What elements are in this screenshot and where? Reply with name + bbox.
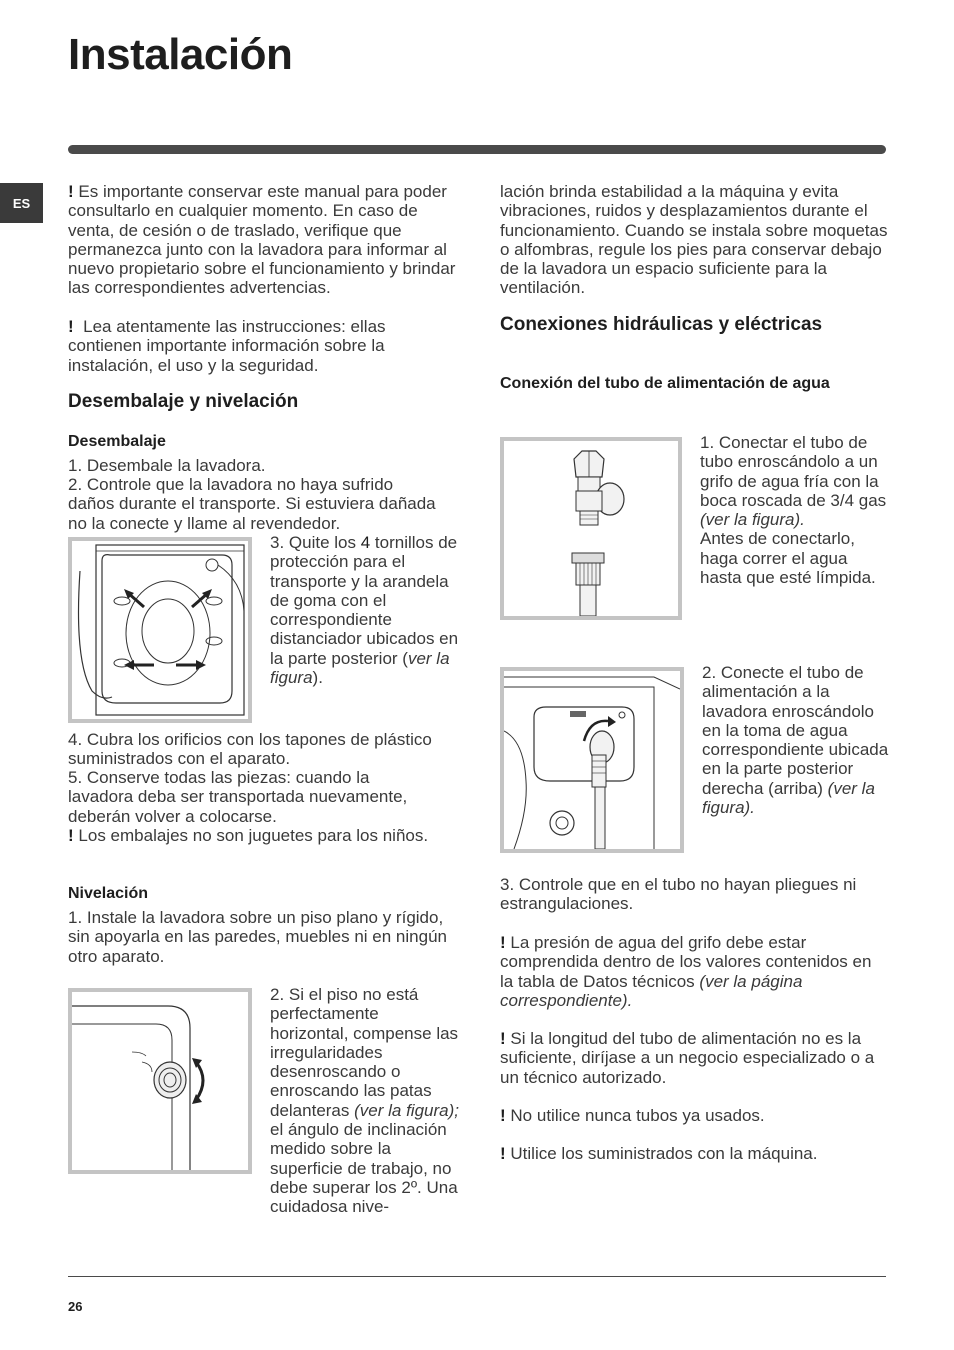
screw-count: 4 xyxy=(360,533,371,552)
connection-step-2-text: 2. Conecte el tubo de alimentación a la lavadora enroscándolo en la toma de agua correspondiente ubicada en la parte posterior derecha (arriba) xyxy=(702,663,889,798)
unpack-step-2: 2. Controle que la lavadora no haya sufrido daños durante el transporte. Si estuviera dañada no la conecte y llame al revendedor. xyxy=(68,475,436,533)
warning-mark: ! xyxy=(500,933,506,952)
step3-text-b: tornillos de protección para el transporte y la arandela de goma con el correspondiente distanciador ubicados en la parte posterior ( xyxy=(270,533,459,668)
supplied-hose-note xyxy=(500,1144,888,1163)
leveling-foot-illustration xyxy=(72,992,248,1170)
warning-mark: ! xyxy=(68,317,74,336)
leveling-step-1: 1. Instale la lavadora sobre un piso plano y rígido, sin apoyarla en las paredes, muebles ni en ningún otro aparato. xyxy=(68,908,447,966)
step3-text-a: 3. Quite los xyxy=(270,533,361,552)
pressure-warning-text: La presión de agua del grifo debe estar comprendida dentro de los valores contenidos en la tabla de Datos técnicos xyxy=(500,933,872,991)
figure-inlet-connection xyxy=(500,667,684,853)
section-heading-connections: Conexiones hidráulicas y eléctricas xyxy=(500,314,823,335)
hose-length-warning xyxy=(500,1029,888,1087)
subheading-leveling: Nivelación xyxy=(68,885,149,902)
intro-paragraph-1 xyxy=(68,182,458,298)
leveling-text-b-start: el ángulo de inclinación medido sobre la superficie de trabajo, no debe superar los 2º. Una cuidadosa nive- xyxy=(270,1120,458,1217)
supplied-hose-note-text: Utilice los suministrados con la máquina. xyxy=(510,1144,818,1163)
subheading-unpack: Desembalaje xyxy=(68,433,166,450)
hose-length-warning-text: Si la longitud del tubo de alimentación no es la suficiente, diríjase a un negocio especializado o a un técnico autorizado. xyxy=(500,1029,875,1087)
used-hose-warning xyxy=(500,1106,888,1125)
connection-step-1 xyxy=(700,433,890,587)
intro-paragraph-2 xyxy=(68,317,458,375)
pressure-warning xyxy=(500,933,888,1010)
unpack-step-5: 5. Conserve todas las piezas: cuando la lavadora deba ser transportada nuevamente, deberán volver a colocarse. xyxy=(68,768,408,826)
connection-step-3: 3. Controle que en el tubo no hayan pliegues ni estrangulaciones. xyxy=(500,875,857,914)
leveling-text-a: 2. Si el piso no está perfectamente horizontal, compense las irregularidades desenroscando o enroscando las patas delanteras xyxy=(270,985,459,1120)
leveling-step-2-part1 xyxy=(270,985,460,1217)
warning-mark: ! xyxy=(500,1029,506,1048)
page-title: Instalación xyxy=(68,30,293,79)
unpack-step-4: 4. Cubra los orificios con los tapones de plástico suministrados con el aparato. xyxy=(68,730,432,769)
figure-reference: (ver la figura). xyxy=(702,778,875,818)
bottom-divider xyxy=(68,1276,886,1277)
page-number: 26 xyxy=(68,1299,83,1314)
used-hose-warning-text: No utilice nunca tubos ya usados. xyxy=(510,1106,765,1125)
warning-mark: ! xyxy=(68,182,74,201)
tap-hose-illustration xyxy=(504,441,678,616)
packaging-warning-text: Los embalajes no son juguetes para los niños. xyxy=(78,826,429,845)
warning-mark: ! xyxy=(500,1106,506,1125)
figure-reference: ver la figura xyxy=(270,648,450,688)
packaging-warning xyxy=(68,826,438,845)
top-divider xyxy=(68,145,886,154)
connection-step-1-note: Antes de conectarlo, haga correr el agua hasta que esté límpida. xyxy=(700,529,876,588)
inlet-hose-illustration xyxy=(504,671,680,849)
intro-text-1: Es importante conservar este manual para poder consultarlo en cualquier momento. En caso de venta, de cesión o de traslado, verifique que permanezca junto con la lavadora para informar al nuevo propietario sobre el funcionamiento y brindar las correspondientes advertencias. xyxy=(68,182,456,298)
connection-step-2 xyxy=(702,663,890,817)
unpack-step-1: 1. Desembale la lavadora. xyxy=(68,456,266,475)
intro-text-2: Lea atentamente las instrucciones: ellas contienen importante información sobre la instalación, el uso y la seguridad. xyxy=(68,317,386,375)
unpack-step-3 xyxy=(270,533,460,687)
leveling-step-2-continued: lación brinda estabilidad a la máquina y evita vibraciones, ruidos y desplazamientos durante el funcionamiento. Cuando se instala sobre moquetas o alfombras, regule los pies para conservar debajo de la lavadora un espacio suficiente para la ventilación. xyxy=(500,182,888,298)
figure-tap-connection xyxy=(500,437,682,620)
section-heading-unpack: Desembalaje y nivelación xyxy=(68,391,299,412)
warning-mark: ! xyxy=(68,826,74,845)
connection-step-1-text: 1. Conectar el tubo de tubo enroscándolo a un grifo de agua fría con la boca roscada de 3/4 gas xyxy=(700,433,887,510)
page-reference: (ver la página correspondiente). xyxy=(500,971,803,1010)
step3-text-c: ). xyxy=(312,668,323,688)
washer-rear-illustration xyxy=(72,541,248,719)
language-tab: ES xyxy=(0,183,43,223)
warning-mark: ! xyxy=(500,1144,506,1163)
figure-leveling-foot xyxy=(68,988,252,1174)
figure-rear-screws xyxy=(68,537,252,723)
subheading-water-supply: Conexión del tubo de alimentación de agua xyxy=(500,375,830,392)
figure-reference: (ver la figura). xyxy=(700,510,805,530)
figure-reference: (ver la figura); xyxy=(354,1100,459,1120)
